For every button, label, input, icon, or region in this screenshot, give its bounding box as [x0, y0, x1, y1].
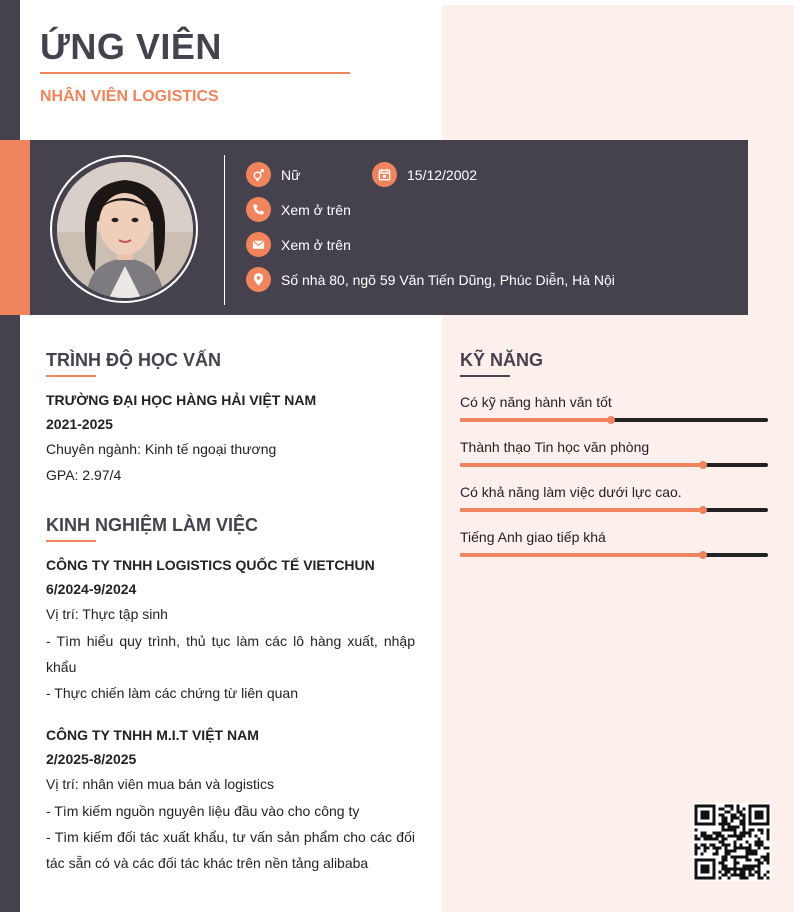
job-company: CÔNG TY TNHH LOGISTICS QUỐC TẾ VIETCHUN [46, 557, 375, 573]
skill-bar [460, 463, 768, 467]
job-period: 6/2024-9/2024 [46, 581, 137, 597]
skill-bar-fill [460, 508, 703, 512]
email-item [246, 232, 351, 257]
banner-divider [224, 155, 225, 305]
avatar [57, 162, 193, 298]
skill-bar [460, 553, 768, 557]
job-company: CÔNG TY TNHH M.I.T VIỆT NAM [46, 727, 259, 743]
calendar-icon [372, 162, 397, 187]
job-period: 2/2025-8/2025 [46, 751, 137, 767]
email-icon [246, 232, 271, 257]
education-years: 2021-2025 [46, 416, 113, 432]
gender-value: Nữ [281, 166, 301, 183]
phone-icon [246, 197, 271, 222]
skill-label: Thành thạo Tin học văn phòng [460, 439, 650, 455]
gender-item [246, 162, 300, 187]
name-underline [40, 72, 350, 74]
experience-title: KINH NGHIỆM LÀM VIỆC [46, 515, 259, 535]
phone-item [246, 197, 351, 222]
education-title: TRÌNH ĐỘ HỌC VẤN [46, 350, 221, 370]
skills-title-underline [460, 375, 510, 377]
qr-code[interactable] [693, 803, 771, 881]
location-pin-icon [246, 267, 271, 292]
skills-title: KỸ NĂNG [460, 350, 544, 370]
address-value: Số nhà 80, ngõ 59 Văn Tiến Dũng, Phúc Diễn, Hà Nội [281, 271, 615, 288]
left-decor-strip [0, 0, 20, 912]
skill-label: Có kỹ năng hành văn tốt [460, 394, 612, 410]
skill-bar [460, 418, 768, 422]
job-position: Vị trí: Thực tập sinh [46, 606, 168, 622]
skill-label: Có khả năng làm việc dưới lực cao. [460, 484, 682, 500]
candidate-name: ỨNG VIÊN [40, 26, 222, 67]
education-gpa: GPA: 2.97/4 [46, 467, 122, 483]
job-duty: - Tìm kiếm đối tác xuất khẩu, tư vấn sản phẩm cho các đối tác sẵn có và các đối tác khác trên nền tảng alibaba [46, 829, 415, 871]
education-title-underline [46, 375, 96, 377]
phone-value: Xem ở trên [281, 201, 351, 218]
skill-bar-fill [460, 553, 703, 557]
email-value: Xem ở trên [281, 236, 351, 253]
birthdate-item [372, 162, 477, 187]
qr-code-image [693, 803, 771, 881]
skill-label: Tiếng Anh giao tiếp khá [460, 529, 606, 545]
birthdate-value: 15/12/2002 [407, 166, 478, 183]
banner-accent-tab [0, 140, 30, 315]
skill-bar-fill [460, 418, 611, 422]
skill-bar-knob [607, 416, 615, 424]
avatar-portrait [57, 162, 193, 298]
gender-icon [246, 162, 271, 187]
job-position: Vị trí: nhân viên mua bán và logistics [46, 776, 275, 792]
job-duty: - Thực chiến làm các chứng từ liên quan [46, 685, 298, 701]
job-duty: - Tìm kiếm nguồn nguyên liệu đầu vào cho công ty [46, 803, 360, 819]
experience-title-underline [46, 540, 96, 542]
skill-bar-fill [460, 463, 703, 467]
school-name: TRƯỜNG ĐẠI HỌC HÀNG HẢI VIỆT NAM [46, 392, 317, 408]
education-major: Chuyên ngành: Kinh tế ngoại thương [46, 441, 277, 457]
skill-bar [460, 508, 768, 512]
job-duty: - Tìm hiểu quy trình, thủ tục làm các lô hàng xuất, nhập khẩu [46, 633, 415, 675]
job-title: NHÂN VIÊN LOGISTICS [40, 88, 219, 105]
address-item [246, 267, 615, 292]
